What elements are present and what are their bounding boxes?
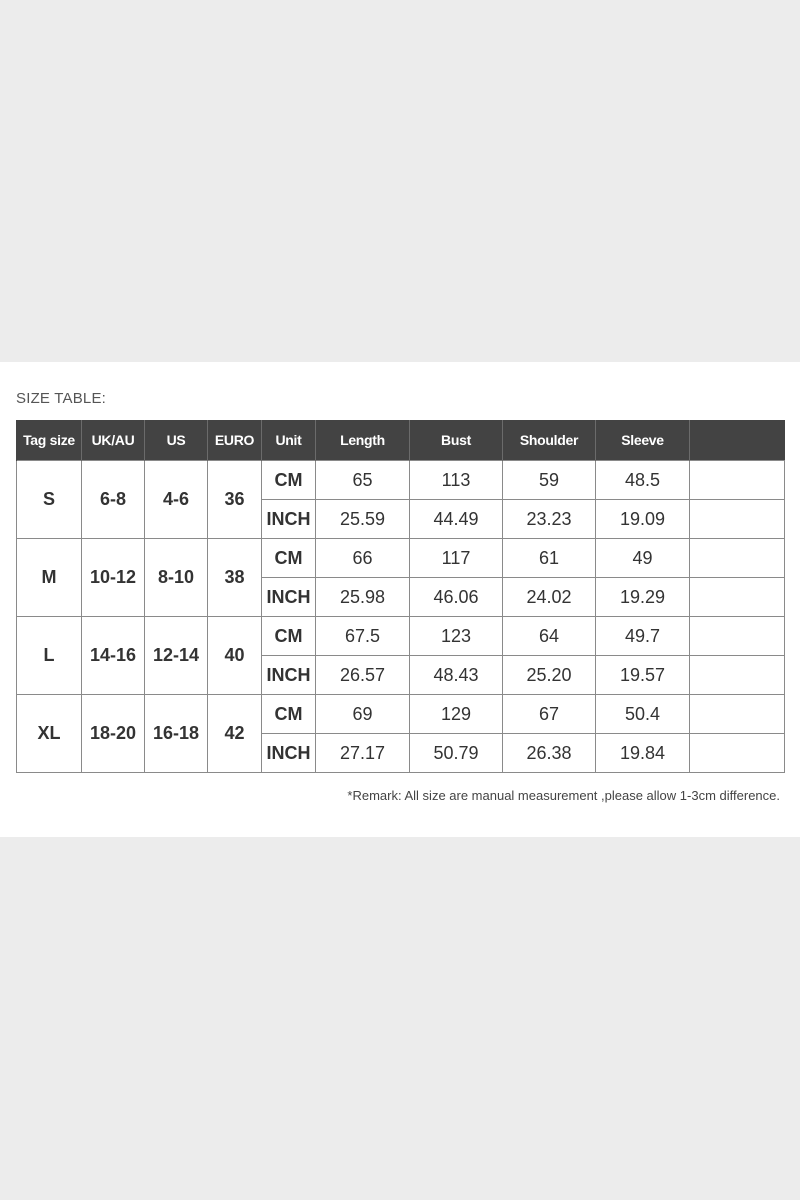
length-cell: 65 xyxy=(316,461,410,500)
bust-cell: 123 xyxy=(410,617,503,656)
length-cell: 26.57 xyxy=(316,656,410,695)
euro-cell: 38 xyxy=(208,539,262,617)
sleeve-cell: 48.5 xyxy=(596,461,690,500)
header-bust: Bust xyxy=(410,420,503,461)
header-uk-au: UK/AU xyxy=(82,420,145,461)
header-us: US xyxy=(145,420,208,461)
table-row xyxy=(17,617,785,656)
bust-cell: 117 xyxy=(410,539,503,578)
header-shoulder: Shoulder xyxy=(503,420,596,461)
us-cell: 12-14 xyxy=(145,617,208,695)
bust-cell: 50.79 xyxy=(410,734,503,773)
shoulder-cell: 64 xyxy=(503,617,596,656)
table-row xyxy=(17,695,785,734)
empty-cell xyxy=(690,695,785,734)
header-unit: Unit xyxy=(262,420,316,461)
unit-cell: CM xyxy=(262,539,316,578)
header-length: Length xyxy=(316,420,410,461)
length-cell: 66 xyxy=(316,539,410,578)
empty-cell xyxy=(690,734,785,773)
header-empty xyxy=(690,420,785,461)
shoulder-cell: 59 xyxy=(503,461,596,500)
shoulder-cell: 26.38 xyxy=(503,734,596,773)
uk-au-cell: 14-16 xyxy=(82,617,145,695)
euro-cell: 36 xyxy=(208,461,262,539)
header-euro: EURO xyxy=(208,420,262,461)
us-cell: 4-6 xyxy=(145,461,208,539)
tag-size-cell: XL xyxy=(17,695,82,773)
bust-cell: 113 xyxy=(410,461,503,500)
length-cell: 25.59 xyxy=(316,500,410,539)
shoulder-cell: 67 xyxy=(503,695,596,734)
empty-cell xyxy=(690,461,785,500)
empty-cell xyxy=(690,539,785,578)
sleeve-cell: 19.57 xyxy=(596,656,690,695)
unit-cell: CM xyxy=(262,461,316,500)
length-cell: 69 xyxy=(316,695,410,734)
header-row xyxy=(17,420,785,461)
bust-cell: 44.49 xyxy=(410,500,503,539)
unit-cell: CM xyxy=(262,617,316,656)
sleeve-cell: 19.09 xyxy=(596,500,690,539)
uk-au-cell: 10-12 xyxy=(82,539,145,617)
bust-cell: 129 xyxy=(410,695,503,734)
us-cell: 16-18 xyxy=(145,695,208,773)
size-table xyxy=(16,420,785,773)
euro-cell: 40 xyxy=(208,617,262,695)
shoulder-cell: 23.23 xyxy=(503,500,596,539)
sleeve-cell: 19.84 xyxy=(596,734,690,773)
size-table-panel xyxy=(0,362,800,837)
unit-cell: INCH xyxy=(262,656,316,695)
sleeve-cell: 49 xyxy=(596,539,690,578)
table-row xyxy=(17,539,785,578)
uk-au-cell: 6-8 xyxy=(82,461,145,539)
length-cell: 67.5 xyxy=(316,617,410,656)
unit-cell: INCH xyxy=(262,500,316,539)
length-cell: 27.17 xyxy=(316,734,410,773)
tag-size-cell: L xyxy=(17,617,82,695)
shoulder-cell: 25.20 xyxy=(503,656,596,695)
table-row xyxy=(17,461,785,500)
empty-cell xyxy=(690,578,785,617)
unit-cell: INCH xyxy=(262,578,316,617)
tag-size-cell: M xyxy=(17,539,82,617)
header-sleeve: Sleeve xyxy=(596,420,690,461)
shoulder-cell: 61 xyxy=(503,539,596,578)
remark-note: *Remark: All size are manual measurement ,please allow 1-3cm difference. xyxy=(347,788,780,803)
empty-cell xyxy=(690,500,785,539)
shoulder-cell: 24.02 xyxy=(503,578,596,617)
sleeve-cell: 49.7 xyxy=(596,617,690,656)
us-cell: 8-10 xyxy=(145,539,208,617)
unit-cell: CM xyxy=(262,695,316,734)
unit-cell: INCH xyxy=(262,734,316,773)
length-cell: 25.98 xyxy=(316,578,410,617)
size-table-caption: SIZE TABLE: xyxy=(16,390,107,407)
header-tag-size: Tag size xyxy=(17,420,82,461)
tag-size-cell: S xyxy=(17,461,82,539)
empty-cell xyxy=(690,656,785,695)
empty-cell xyxy=(690,617,785,656)
uk-au-cell: 18-20 xyxy=(82,695,145,773)
sleeve-cell: 50.4 xyxy=(596,695,690,734)
sleeve-cell: 19.29 xyxy=(596,578,690,617)
bust-cell: 46.06 xyxy=(410,578,503,617)
bust-cell: 48.43 xyxy=(410,656,503,695)
euro-cell: 42 xyxy=(208,695,262,773)
